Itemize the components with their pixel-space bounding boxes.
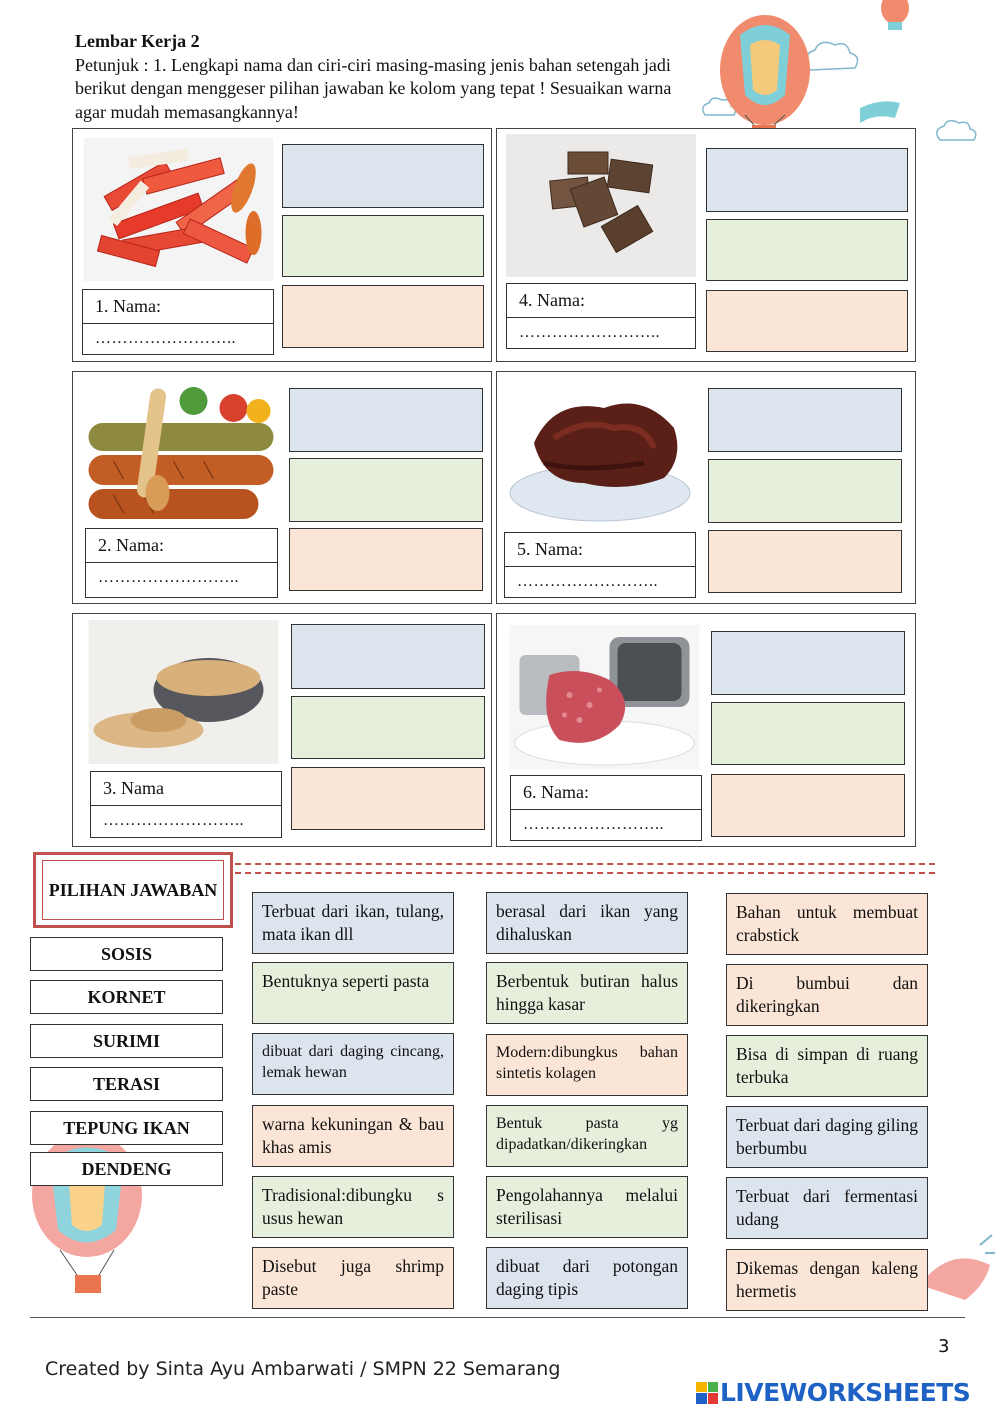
- page-number: 3: [938, 1336, 950, 1357]
- name-field-1[interactable]: [82, 289, 274, 355]
- dashed-divider: [235, 872, 935, 874]
- name-field-5[interactable]: [504, 532, 696, 598]
- name-label: 1. Nama:: [83, 290, 273, 324]
- option-card[interactable]: Bahan untuk membuat crabstick: [726, 893, 928, 955]
- drop-zone-orange-6[interactable]: [711, 774, 905, 837]
- option-card[interactable]: Terbuat dari ikan, tulang, mata ikan dll: [252, 892, 454, 954]
- option-card[interactable]: Terbuat dari daging giling berbumbu: [726, 1106, 928, 1168]
- name-label: 4. Nama:: [507, 284, 695, 318]
- drop-zone-green-3[interactable]: [291, 696, 485, 759]
- name-field-3[interactable]: [90, 771, 282, 838]
- option-card[interactable]: berasal dari ikan yang dihaluskan: [486, 892, 688, 954]
- option-card[interactable]: Bisa di simpan di ruang terbuka: [726, 1035, 928, 1097]
- drop-zone-orange-2[interactable]: [289, 528, 483, 591]
- item-cell-4: [496, 128, 916, 362]
- item-cell-6: [496, 613, 916, 847]
- answer-card-kornet[interactable]: KORNET: [30, 980, 223, 1014]
- name-field-6[interactable]: [510, 775, 702, 841]
- option-card[interactable]: Disebut juga shrimp paste: [252, 1247, 454, 1309]
- footer-divider: [30, 1317, 965, 1318]
- name-blank: ……………………..: [103, 812, 244, 829]
- item-cell-5: [496, 371, 916, 604]
- option-card[interactable]: Berbentuk butiran halus hingga kasar: [486, 962, 688, 1024]
- name-label: 5. Nama:: [505, 533, 695, 567]
- answer-card-dendeng[interactable]: DENDENG: [30, 1152, 223, 1186]
- shrimp-paste-photo: [506, 134, 696, 277]
- worksheet-header: [75, 30, 675, 124]
- sausage-photo: [83, 383, 274, 527]
- answer-card-tepung-ikan[interactable]: TEPUNG IKAN: [30, 1111, 223, 1145]
- name-label: 3. Nama: [91, 772, 281, 806]
- answer-card-surimi[interactable]: SURIMI: [30, 1024, 223, 1058]
- name-field-2[interactable]: [85, 528, 278, 598]
- name-field-4[interactable]: [506, 283, 696, 349]
- option-card[interactable]: Di bumbui dan dikeringkan: [726, 964, 928, 1026]
- fish-flour-photo: [88, 620, 279, 764]
- option-card[interactable]: Modern:dibungkus bahan sintetis kolagen: [486, 1034, 688, 1096]
- drop-zone-blue-6[interactable]: [711, 631, 905, 695]
- name-blank: ……………………..: [517, 573, 658, 590]
- liveworksheets-logo-icon: [696, 1382, 718, 1404]
- drop-zone-green-4[interactable]: [706, 219, 908, 281]
- drop-zone-green-1[interactable]: [282, 215, 484, 277]
- name-blank: ……………………..: [519, 324, 660, 341]
- drop-zone-blue-4[interactable]: [706, 148, 908, 212]
- dashed-divider: [235, 863, 935, 865]
- pilihan-jawaban-title: PILIHAN JAWABAN: [42, 860, 224, 920]
- drop-zone-orange-4[interactable]: [706, 290, 908, 352]
- dried-meat-photo: [504, 383, 696, 528]
- drop-zone-orange-3[interactable]: [291, 767, 485, 830]
- drop-zone-green-6[interactable]: [711, 702, 905, 765]
- liveworksheets-logo: [696, 1378, 970, 1407]
- worksheet-title: Lembar Kerja 2: [75, 31, 200, 51]
- drop-zone-blue-5[interactable]: [708, 388, 902, 452]
- answer-card-terasi[interactable]: TERASI: [30, 1067, 223, 1101]
- item-cell-3: [72, 613, 492, 847]
- drop-zone-green-2[interactable]: [289, 458, 483, 522]
- option-card[interactable]: dibuat dari daging cincang, lemak hewan: [252, 1033, 454, 1095]
- option-card[interactable]: Terbuat dari fermentasi udang: [726, 1177, 928, 1239]
- corned-beef-photo: [509, 625, 700, 769]
- drop-zone-blue-1[interactable]: [282, 144, 484, 208]
- option-card[interactable]: Tradisional:dibungku s usus hewan: [252, 1176, 454, 1238]
- name-blank: ……………………..: [95, 330, 236, 347]
- name-label: 2. Nama:: [86, 529, 277, 563]
- option-card[interactable]: warna kekuningan & bau khas amis: [252, 1105, 454, 1167]
- drop-zone-green-5[interactable]: [708, 459, 902, 523]
- name-blank: ……………………..: [98, 569, 239, 586]
- drop-zone-orange-5[interactable]: [708, 530, 902, 593]
- drop-zone-blue-2[interactable]: [289, 388, 483, 452]
- option-card[interactable]: dibuat dari potongan daging tipis: [486, 1247, 688, 1309]
- credit-text: Created by Sinta Ayu Ambarwati / SMPN 22 Semarang: [45, 1358, 561, 1380]
- drop-zone-orange-1[interactable]: [282, 285, 484, 348]
- drop-zone-blue-3[interactable]: [291, 624, 485, 689]
- crab-stick-photo: [83, 138, 274, 281]
- option-card[interactable]: Bentuknya seperti pasta: [252, 962, 454, 1024]
- item-cell-1: [72, 128, 492, 362]
- name-label: 6. Nama:: [511, 776, 701, 810]
- worksheet-instruction: Petunjuk : 1. Lengkapi nama dan ciri-ciri masing-masing jenis bahan setengah jadi berikut dengan menggeser pilihan jawaban ke kolom yang tepat ! Sesuaikan warna agar mudah memasangkannya!: [75, 54, 672, 122]
- brand-wordmark: LIVEWORKSHEETS: [720, 1378, 971, 1407]
- pilihan-jawaban-header: [33, 852, 233, 928]
- option-card[interactable]: Pengolahannya melalui sterilisasi: [486, 1176, 688, 1238]
- option-card[interactable]: Dikemas dengan kaleng hermetis: [726, 1249, 928, 1311]
- answer-card-sosis[interactable]: SOSIS: [30, 937, 223, 971]
- option-card[interactable]: Bentuk pasta yg dipadatkan/dikeringkan: [486, 1105, 688, 1167]
- name-blank: ……………………..: [523, 816, 664, 833]
- item-cell-2: [72, 371, 492, 604]
